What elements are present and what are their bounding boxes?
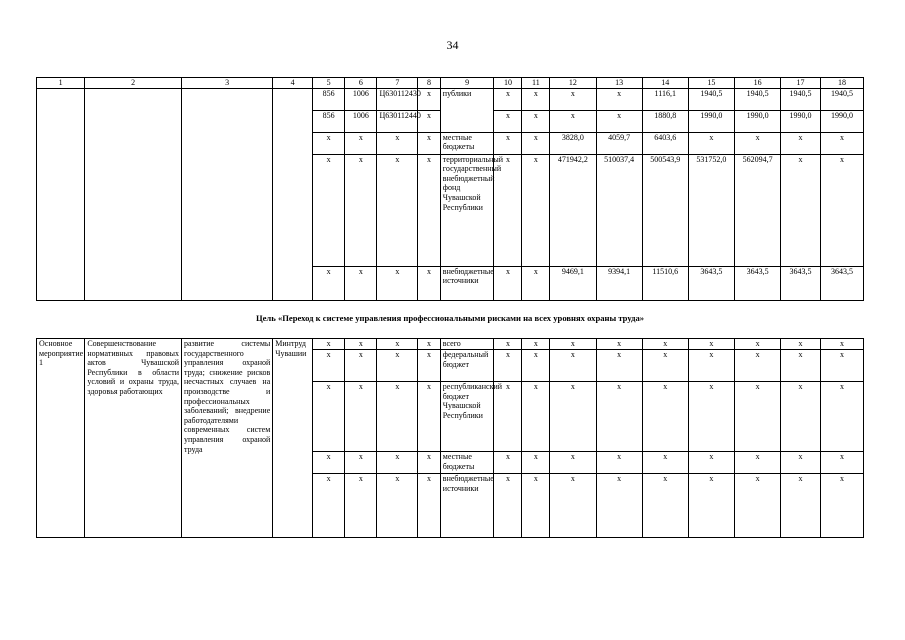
table-cell: х [418, 382, 441, 452]
table-cell: х [781, 132, 821, 154]
table-cell: 562094,7 [735, 154, 781, 266]
measure-type-cell: Основное мероприятие 1 [37, 339, 85, 538]
table-cell: х [688, 452, 734, 474]
measure-name-cell: Совершенствование нормативных правовых актов Чувашской Республики в области условий и охраны труда, здоровья работающих [85, 339, 182, 538]
table-cell: внебюджетные источники [440, 266, 494, 300]
table-cell: х [642, 452, 688, 474]
table-cell: 1116,1 [642, 88, 688, 110]
table-cell: 1940,5 [735, 88, 781, 110]
table-cell: х [596, 382, 642, 452]
table-cell: 510037,4 [596, 154, 642, 266]
table-cell: х [522, 132, 550, 154]
table-cell: 1006 [345, 110, 377, 132]
table-cell: х [345, 452, 377, 474]
table-cell: х [494, 154, 522, 266]
table-cell: х [642, 350, 688, 382]
table-cell: х [596, 110, 642, 132]
page-number: 34 [446, 38, 459, 52]
header-cell: 5 [313, 78, 345, 89]
table-cell: х [522, 266, 550, 300]
header-cell: 13 [596, 78, 642, 89]
table-cell: х [313, 339, 345, 350]
header-cell: 1 [37, 78, 85, 89]
table-cell: х [550, 452, 596, 474]
table-cell: х [494, 88, 522, 110]
table-cell: х [522, 88, 550, 110]
table-cell: х [781, 382, 821, 452]
header-cell: 18 [820, 78, 863, 89]
table-cell: х [688, 474, 734, 538]
empty-cell [181, 88, 272, 300]
table-cell: х [522, 339, 550, 350]
table-cell: х [550, 350, 596, 382]
header-cell: 17 [781, 78, 821, 89]
header-cell: 8 [418, 78, 441, 89]
table-cell: 1990,0 [735, 110, 781, 132]
table-cell: х [820, 132, 863, 154]
header-cell: 4 [273, 78, 313, 89]
table-cell: х [418, 474, 441, 538]
header-cell: 9 [440, 78, 494, 89]
table-cell: х [596, 88, 642, 110]
table-cell: х [522, 110, 550, 132]
table-cell: х [596, 339, 642, 350]
table-cell: 3828,0 [550, 132, 596, 154]
table-cell: х [313, 132, 345, 154]
empty-cell [273, 88, 313, 300]
table-cell: х [735, 452, 781, 474]
table-cell: х [642, 474, 688, 538]
table-cell: х [345, 382, 377, 452]
header-cell: 7 [377, 78, 418, 89]
expected-result-cell: развитие системы государственного управления охраной труда; снижение рисков несчастных случаев на производстве и профессиональных заболеваний; внедрение работодателями современных систем управления охраной труда [181, 339, 272, 538]
header-cell: 3 [181, 78, 272, 89]
table-cell: х [345, 350, 377, 382]
table-cell: х [313, 474, 345, 538]
table-cell: х [494, 382, 522, 452]
header-cell: 16 [735, 78, 781, 89]
table-cell: х [735, 474, 781, 538]
table-cell: х [522, 154, 550, 266]
table-cell: 9469,1 [550, 266, 596, 300]
table-cell: х [820, 382, 863, 452]
table-cell: х [550, 339, 596, 350]
table-cell: х [688, 132, 734, 154]
table-cell: 1006 [345, 88, 377, 110]
table-row [37, 88, 864, 110]
table-cell: х [418, 266, 441, 300]
table-cell: х [313, 266, 345, 300]
table-cell: х [550, 110, 596, 132]
table-cell: х [313, 350, 345, 382]
table-cell: х [345, 154, 377, 266]
table-cell: местные бюджеты [440, 132, 494, 154]
table-cell: х [735, 339, 781, 350]
table-cell: х [494, 339, 522, 350]
goal-heading: Цель «Переход к системе управления профессиональными рисками на всех уровнях охраны труда» [255, 313, 645, 323]
table-cell: х [781, 154, 821, 266]
table-cell: х [377, 452, 418, 474]
table-cell: х [345, 266, 377, 300]
table-cell: х [735, 382, 781, 452]
table-cell: 3643,5 [820, 266, 863, 300]
table-cell: х [377, 350, 418, 382]
table-cell: х [642, 339, 688, 350]
header-cell: 10 [494, 78, 522, 89]
table-cell: х [596, 474, 642, 538]
header-cell: 6 [345, 78, 377, 89]
table-cell: 11510,6 [642, 266, 688, 300]
table-cell: 1880,8 [642, 110, 688, 132]
table-cell: х [313, 382, 345, 452]
empty-cell [85, 88, 182, 300]
table-cell: х [820, 339, 863, 350]
budget-table-continued [36, 77, 864, 301]
table-cell: х [377, 474, 418, 538]
table-cell: х [550, 88, 596, 110]
table-cell: х [377, 339, 418, 350]
table-cell: х [418, 132, 441, 154]
table-cell: 3643,5 [688, 266, 734, 300]
header-row [37, 78, 864, 89]
table-cell: 3643,5 [781, 266, 821, 300]
table-cell: х [522, 452, 550, 474]
table-cell: 1990,0 [820, 110, 863, 132]
table-cell: х [522, 350, 550, 382]
table-cell: х [494, 110, 522, 132]
table-cell: х [377, 266, 418, 300]
table-cell: 1940,5 [781, 88, 821, 110]
table-cell: х [781, 350, 821, 382]
table-cell: х [550, 474, 596, 538]
header-cell: 12 [550, 78, 596, 89]
table-cell: республиканский бюджет Чувашской Республики [440, 382, 494, 452]
table-cell: 1940,5 [688, 88, 734, 110]
table-cell: х [596, 350, 642, 382]
table-cell: 500543,9 [642, 154, 688, 266]
table-cell: х [820, 350, 863, 382]
table-cell: х [494, 132, 522, 154]
table-cell: х [735, 350, 781, 382]
table-cell: 9394,1 [596, 266, 642, 300]
table-cell: х [781, 474, 821, 538]
table-cell: местные бюджеты [440, 452, 494, 474]
table-cell: х [345, 339, 377, 350]
table-cell: х [377, 132, 418, 154]
table-cell: х [596, 452, 642, 474]
table-cell: 6403,6 [642, 132, 688, 154]
table-cell: 856 [313, 110, 345, 132]
table-cell: х [494, 474, 522, 538]
table-cell: х [418, 339, 441, 350]
table-cell: х [494, 350, 522, 382]
table-cell: х [377, 154, 418, 266]
table-cell: Ц630112440 [377, 110, 418, 132]
table-cell: 4059,7 [596, 132, 642, 154]
table-cell: 856 [313, 88, 345, 110]
table-cell: х [688, 350, 734, 382]
table-cell: 471942,2 [550, 154, 596, 266]
table-cell: х [345, 474, 377, 538]
table-cell: всего [440, 339, 494, 350]
table-cell: территориальный государственный внебюджетный фонд Чувашской Республики [440, 154, 494, 266]
table-cell: Ц630112430 [377, 88, 418, 110]
table-cell: х [522, 474, 550, 538]
header-cell: 15 [688, 78, 734, 89]
table-cell: х [418, 88, 441, 110]
table-cell: 1990,0 [781, 110, 821, 132]
table-cell: х [494, 266, 522, 300]
table-cell: х [313, 154, 345, 266]
table-cell: 1990,0 [688, 110, 734, 132]
table-cell: х [781, 452, 821, 474]
table-cell: х [494, 452, 522, 474]
empty-cell [37, 88, 85, 300]
table-cell: х [820, 154, 863, 266]
table-cell: х [688, 382, 734, 452]
table-cell: х [820, 474, 863, 538]
table-cell: 531752,0 [688, 154, 734, 266]
header-cell: 11 [522, 78, 550, 89]
table-cell: внебюджетные источники [440, 474, 494, 538]
table-cell: х [735, 132, 781, 154]
table-cell: х [418, 452, 441, 474]
table-cell: х [820, 452, 863, 474]
table-cell: х [550, 382, 596, 452]
table-cell: х [418, 350, 441, 382]
header-cell: 2 [85, 78, 182, 89]
table-cell: х [418, 110, 441, 132]
table-cell: х [313, 452, 345, 474]
table-cell: х [688, 339, 734, 350]
table-cell: публики [440, 88, 494, 132]
header-cell: 14 [642, 78, 688, 89]
table-cell: х [642, 382, 688, 452]
table-row [37, 339, 864, 350]
table-cell: х [377, 382, 418, 452]
table-cell: федеральный бюджет [440, 350, 494, 382]
table-cell: 3643,5 [735, 266, 781, 300]
table-cell: 1940,5 [820, 88, 863, 110]
table-cell: х [418, 154, 441, 266]
measure-table [36, 338, 864, 538]
table-cell: х [345, 132, 377, 154]
executor-cell: Минтруд Чувашии [273, 339, 313, 538]
table-cell: х [522, 382, 550, 452]
table-cell: х [781, 339, 821, 350]
